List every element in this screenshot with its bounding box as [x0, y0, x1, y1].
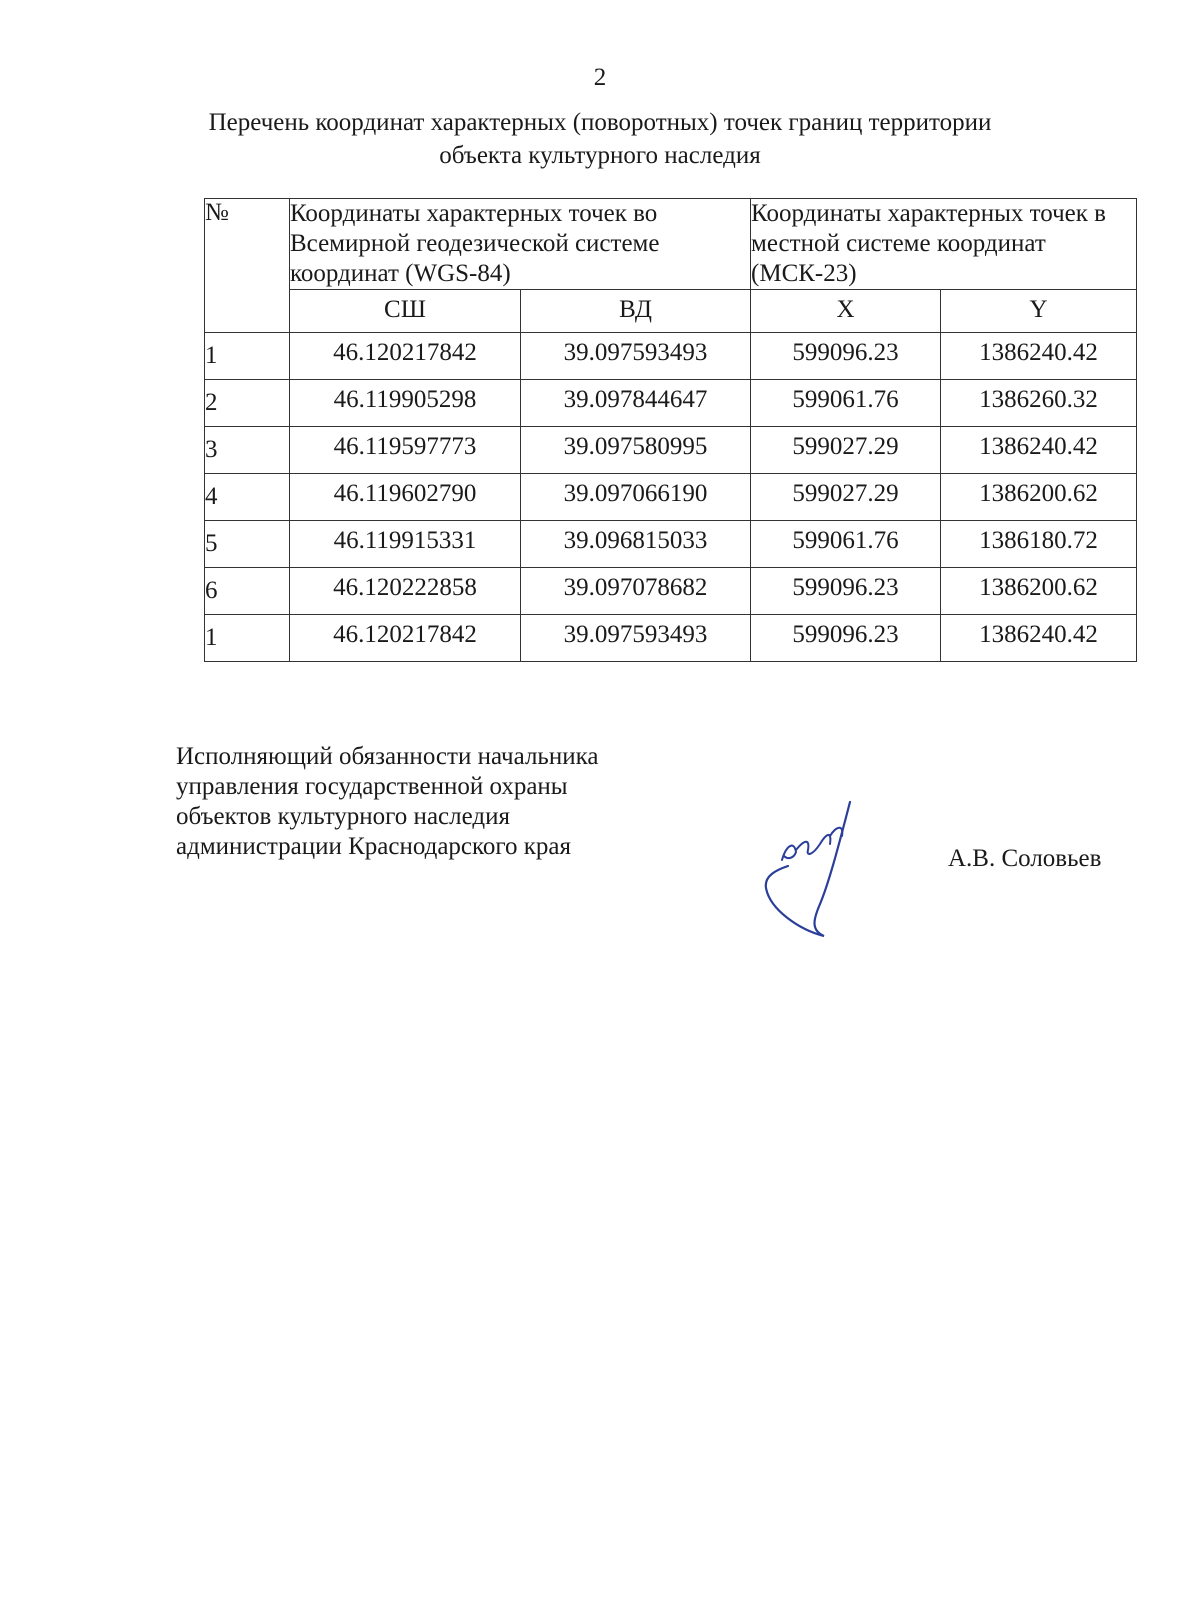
cell-longitude: 39.096815033 [521, 521, 751, 568]
cell-x: 599096.23 [751, 333, 941, 380]
subheader-longitude: ВД [521, 290, 751, 333]
cell-latitude: 46.120222858 [290, 568, 521, 615]
table-row [205, 568, 1137, 615]
cell-x: 599096.23 [751, 615, 941, 662]
cell-longitude: 39.097593493 [521, 333, 751, 380]
cell-longitude: 39.097580995 [521, 427, 751, 474]
cell-number: 6 [205, 568, 290, 615]
document-title [150, 106, 1050, 172]
cell-latitude: 46.119602790 [290, 474, 521, 521]
subheader-y: Y [941, 290, 1137, 333]
header-number: № [205, 199, 290, 333]
cell-y: 1386200.62 [941, 568, 1137, 615]
signer-name: А.В. Соловьев [948, 845, 1102, 872]
cell-latitude: 46.120217842 [290, 333, 521, 380]
cell-y: 1386200.62 [941, 474, 1137, 521]
cell-x: 599061.76 [751, 380, 941, 427]
subheader-latitude: СШ [290, 290, 521, 333]
cell-number: 5 [205, 521, 290, 568]
cell-y: 1386240.42 [941, 427, 1137, 474]
table-subheader-row [205, 290, 1137, 333]
table-row [205, 615, 1137, 662]
signature-stroke [766, 802, 850, 936]
handwritten-signature [760, 800, 880, 940]
signatory-position-line-2: управления государственной охраны [176, 773, 568, 800]
page-number: 2 [593, 64, 607, 91]
signature-initials [782, 828, 842, 860]
signatory-position [176, 742, 598, 862]
cell-latitude: 46.119905298 [290, 380, 521, 427]
cell-y: 1386180.72 [941, 521, 1137, 568]
cell-latitude: 46.120217842 [290, 615, 521, 662]
signatory-position-line-4: администрации Краснодарского края [176, 833, 572, 860]
cell-longitude: 39.097078682 [521, 568, 751, 615]
header-wgs84: Координаты характерных точек во Всемирной геодезической системе координат (WGS-84) [290, 199, 751, 290]
cell-x: 599096.23 [751, 568, 941, 615]
table-row [205, 521, 1137, 568]
coordinates-table [204, 198, 1137, 662]
cell-longitude: 39.097593493 [521, 615, 751, 662]
cell-x: 599027.29 [751, 427, 941, 474]
table-row [205, 380, 1137, 427]
document-title-line-2: объекта культурного наследия [439, 142, 761, 169]
document-title-line-1: Перечень координат характерных (поворотных) точек границ территории [208, 109, 992, 136]
table-header-row [205, 199, 1137, 290]
cell-number: 1 [205, 615, 290, 662]
cell-number: 3 [205, 427, 290, 474]
table-row [205, 474, 1137, 521]
cell-latitude: 46.119597773 [290, 427, 521, 474]
cell-y: 1386260.32 [941, 380, 1137, 427]
table-row [205, 333, 1137, 380]
cell-latitude: 46.119915331 [290, 521, 521, 568]
cell-x: 599061.76 [751, 521, 941, 568]
subheader-x: X [751, 290, 941, 333]
cell-y: 1386240.42 [941, 615, 1137, 662]
cell-x: 599027.29 [751, 474, 941, 521]
cell-number: 2 [205, 380, 290, 427]
signatory-position-line-1: Исполняющий обязанности начальника [176, 743, 599, 770]
cell-number: 1 [205, 333, 290, 380]
cell-longitude: 39.097066190 [521, 474, 751, 521]
header-msk23: Координаты характерных точек в местной системе координат (МСК-23) [751, 199, 1137, 290]
cell-number: 4 [205, 474, 290, 521]
table-row [205, 427, 1137, 474]
cell-longitude: 39.097844647 [521, 380, 751, 427]
cell-y: 1386240.42 [941, 333, 1137, 380]
signatory-position-line-3: объектов культурного наследия [176, 803, 510, 830]
